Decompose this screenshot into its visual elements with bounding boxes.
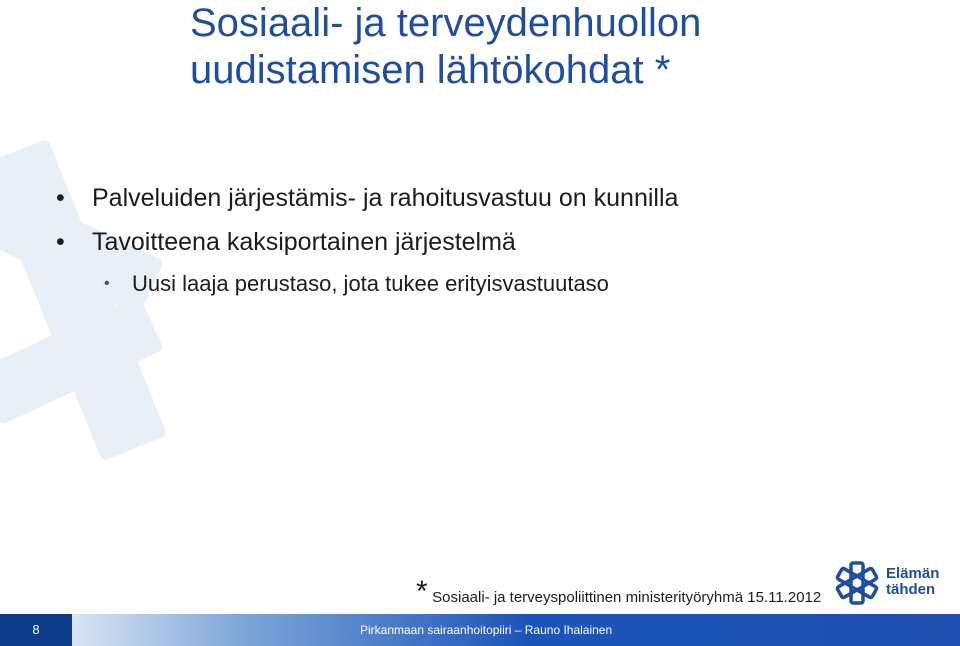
bullet-list [56,176,916,304]
logo [834,560,952,608]
logo-text [886,566,939,598]
bullet-item-1: • Palveluiden järjestämis- ja rahoitusvastuu on kunnilla [56,176,916,220]
footer-text: Pirkanmaan sairaanhoitopiiri – Rauno Ihalainen [360,623,613,637]
logo-line-1: Elämän [886,565,940,582]
title-line-1: Sosiaali- ja terveydenhuollon [190,1,702,45]
page-number: 8 [0,614,72,646]
sub-bullet-item-1: • Uusi laaja perustaso, jota tukee erityisvastuutaso [96,264,916,304]
footnote-text: Sosiaali- ja terveyspoliittinen ministerityöryhmä 15.11.2012 [432,589,822,606]
footnote-marker: * [416,575,428,608]
footnote [416,575,822,618]
bullet-item-2: • Tavoitteena kaksiportainen järjestelmä [56,220,916,264]
logo-line-2: tähden [886,581,936,598]
slide-title [190,0,930,94]
title-line-2: uudistamisen lähtökohdat * [190,48,671,92]
footer-bar [0,614,960,646]
star-of-life-icon [834,560,880,606]
